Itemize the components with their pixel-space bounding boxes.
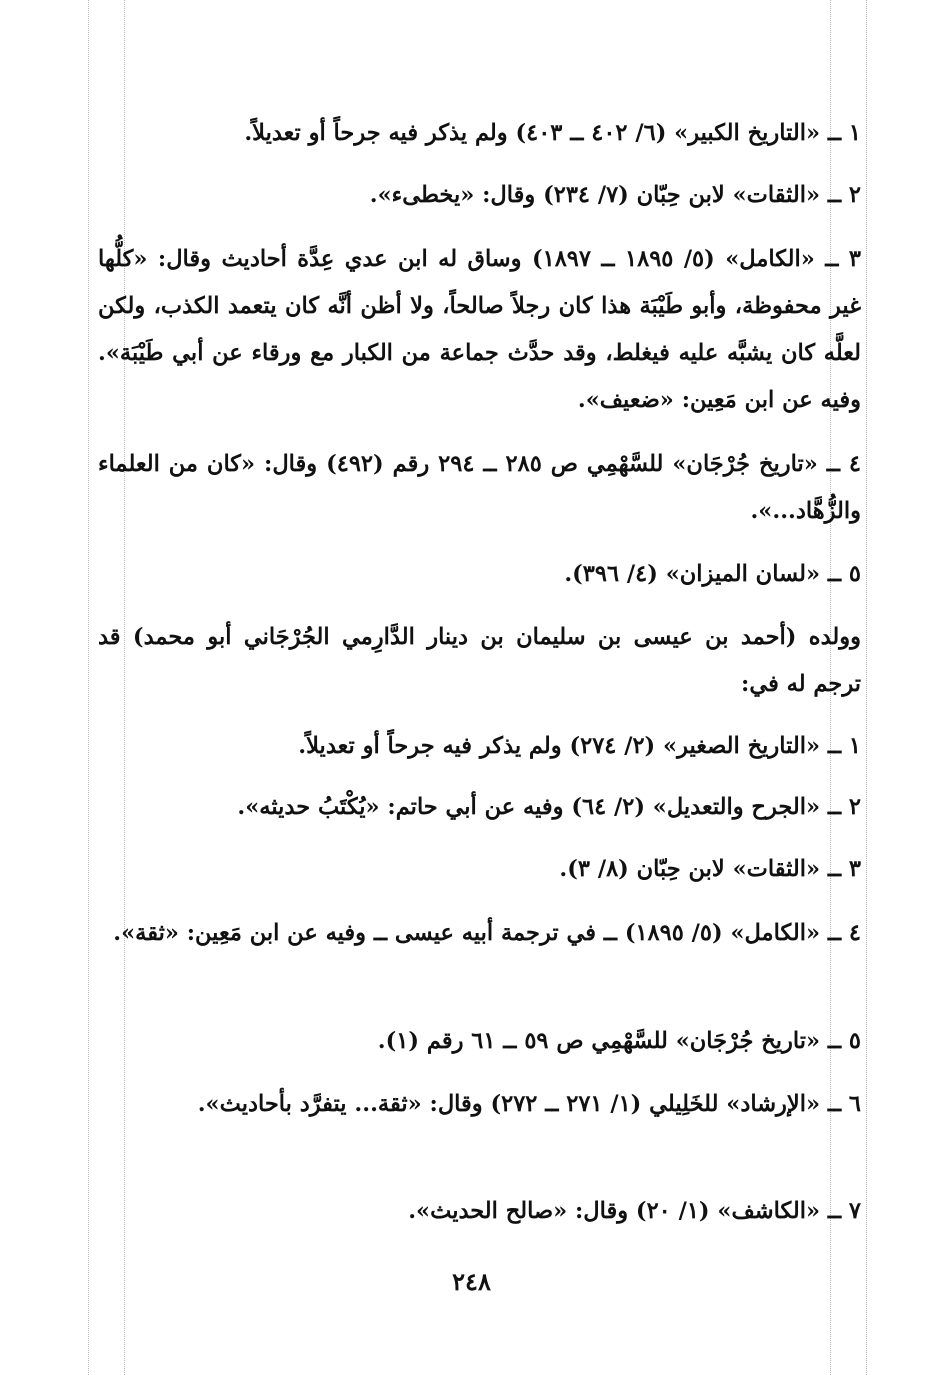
son-reference-entry-2: ٢ ــ «الجرح والتعديل» (٢/ ٦٤) وفيه عن أبي حاتم: «يُكْتَبُ حديثه». (237, 794, 861, 820)
reference-entry-2: ٢ ــ «الثقات» لابن حِبّان (٧/ ٢٣٤) وقال: «يخطىء». (369, 182, 861, 208)
son-reference-entry-1: ١ ــ «التاريخ الصغير» (٢/ ٢٧٤) ولم يذكر فيه جرحاً أو تعديلاً. (298, 733, 861, 759)
scan-edge-line (866, 0, 867, 1375)
son-reference-entry-3: ٣ ــ «الثقات» لابن حِبّان (٨/ ٣). (559, 856, 861, 882)
scan-edge-line (88, 0, 89, 1375)
reference-entry-3: ٣ ــ «الكامل» (٥/ ١٨٩٥ ــ ١٨٩٧) وساق له ابن عدي عِدَّة أحاديث وقال: «كلُّها غير محفوظة، وأبو طَيْبَة هذا كان رجلاً صالحاً، ولا أظن أنَّه كان يتعمد الكذب، ولكن لعلَّه كان يشبَّه عليه فيغلط، وقد حدَّث جماعة من الكبار مع ورقاء عن أبي طَيْبَة». وفيه عن ابن مَعِين: «ضعيف». (98, 246, 861, 413)
son-reference-entry-4: ٤ ــ «الكامل» (٥/ ١٨٩٥) ــ في ترجمة أبيه عيسى ــ وفيه عن ابن مَعِين: «ثقة». (113, 920, 861, 946)
son-reference-entry-5: ٥ ــ «تاريخ جُرْجَان» للسَّهْمِي ص ٥٩ ــ ٦١ رقم (١). (377, 1028, 861, 1054)
reference-entry-4: ٤ ــ «تاريخ جُرْجَان» للسَّهْمِي ص ٢٨٥ ــ ٢٩٤ رقم (٤٩٢) وقال: «كان من العلماء والزُّهَّاد...». (98, 451, 861, 524)
son-paragraph: وولده (أحمد بن عيسى بن سليمان بن دينار الدَّارِمي الجُرْجَاني أبو محمد) قد ترجم له في: (98, 624, 861, 697)
son-reference-entry-6: ٦ ــ «الإرشاد» للخَلِيلي (١/ ٢٧١ ــ ٢٧٢) وقال: «ثقة... يتفرَّد بأحاديث». (197, 1091, 861, 1117)
reference-entry-5: ٥ ــ «لسان الميزان» (٤/ ٣٩٦). (564, 561, 861, 587)
page-number: ٢٤٨ (452, 1267, 491, 1296)
reference-entry-1: ١ ــ «التاريخ الكبير» (٦/ ٤٠٢ ــ ٤٠٣) ولم يذكر فيه جرحاً أو تعديلاً. (244, 120, 861, 146)
son-reference-entry-7: ٧ ــ «الكاشف» (١/ ٢٠) وقال: «صالح الحديث». (408, 1198, 861, 1224)
